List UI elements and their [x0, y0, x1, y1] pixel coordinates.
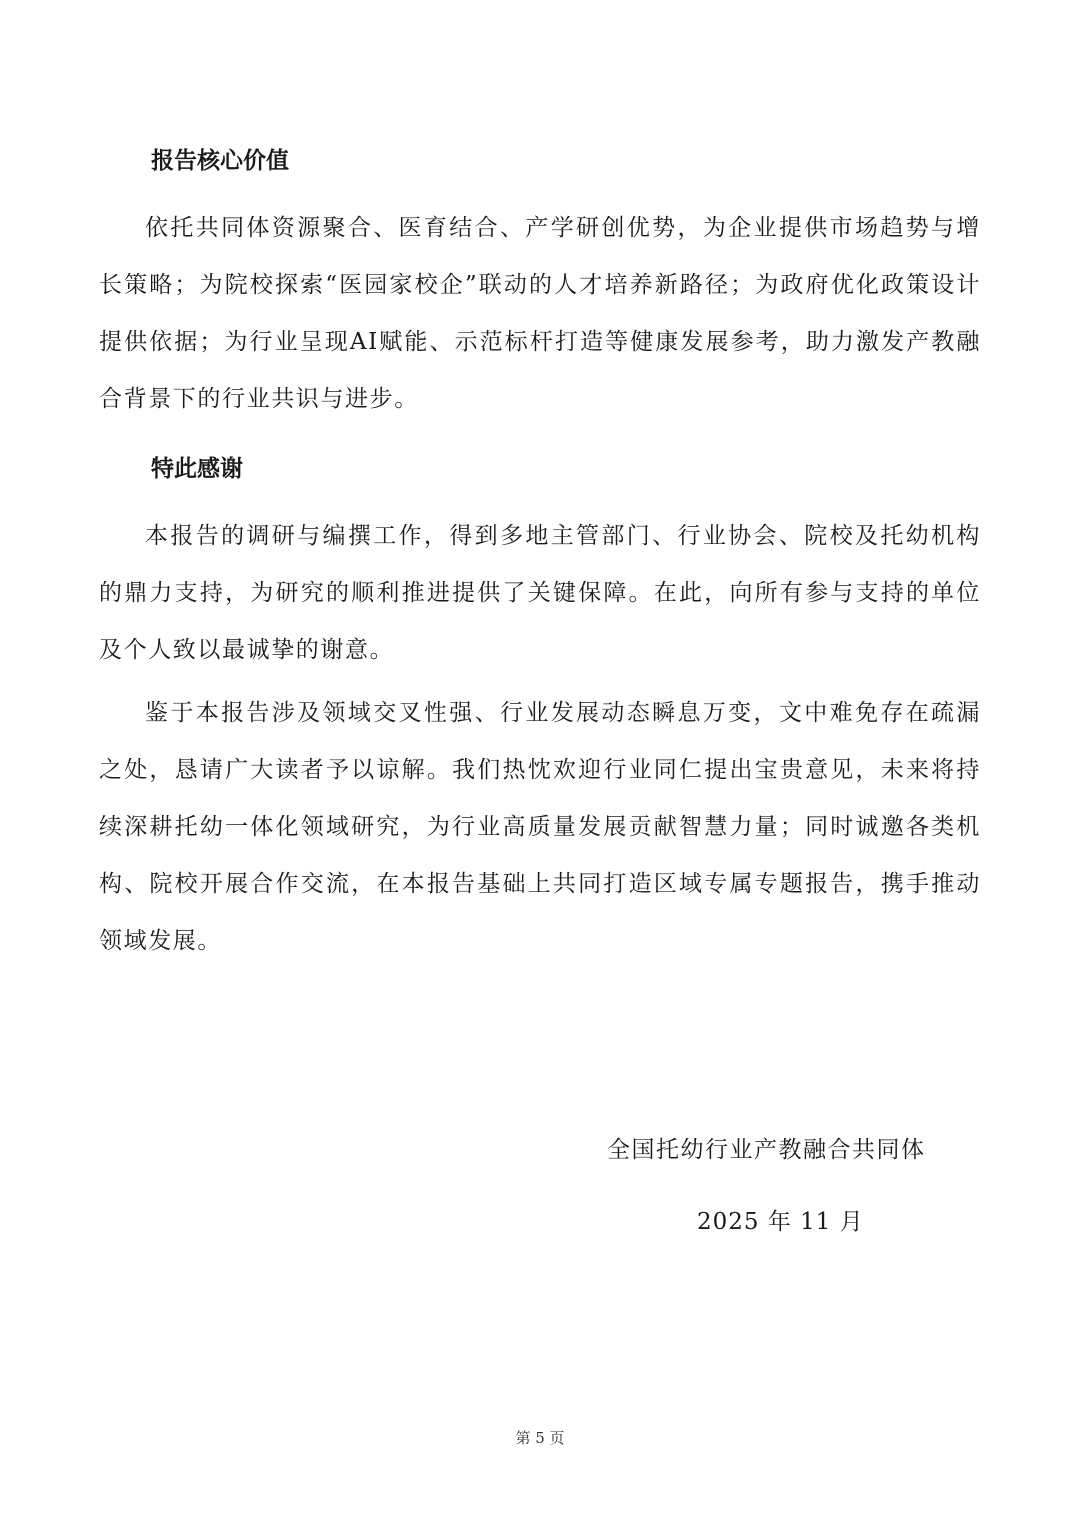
section-heading: 报告核心价值: [151, 148, 289, 174]
paragraph: 鉴于本报告涉及领域交叉性强、行业发展动态瞬息万变，文中难免存在疏漏之处，恳请广大读者予以谅解。我们热忱欢迎行业同仁提出宝贵意见，未来将持续深耕托幼一体化领域研究，为行业高质量发展贡献智慧力量；同时诚邀各类机构、院校开展合作交流，在本报告基础上共同打造区域专属专题报告，携手推动领域发展。: [99, 700, 981, 954]
paragraph: 依托共同体资源聚合、医育结合、产学研创优势，为企业提供市场趋势与增长策略；为院校探索“医园家校企”联动的人才培养新路径；为政府优化政策设计提供依据；为行业呈现AI赋能、示范标杆打造等健康发展参考，助力激发产教融合背景下的行业共识与进步。: [99, 215, 981, 412]
document-body: [99, 136, 981, 976]
page-number: 第 5 页: [515, 1429, 565, 1447]
signature-date: 2025 年 11 月: [697, 1209, 864, 1235]
section-core-value: [99, 136, 981, 428]
paragraph: 本报告的调研与编撰工作，得到多地主管部门、行业协会、院校及托幼机构的鼎力支持，为研究的顺利推进提供了关键保障。在此，向所有参与支持的单位及个人致以最诚挚的谢意。: [99, 523, 981, 663]
section-acknowledgements: [99, 444, 981, 970]
section-heading: 特此感谢: [151, 456, 243, 482]
signature-organization: 全国托幼行业产教融合共同体: [607, 1137, 926, 1163]
